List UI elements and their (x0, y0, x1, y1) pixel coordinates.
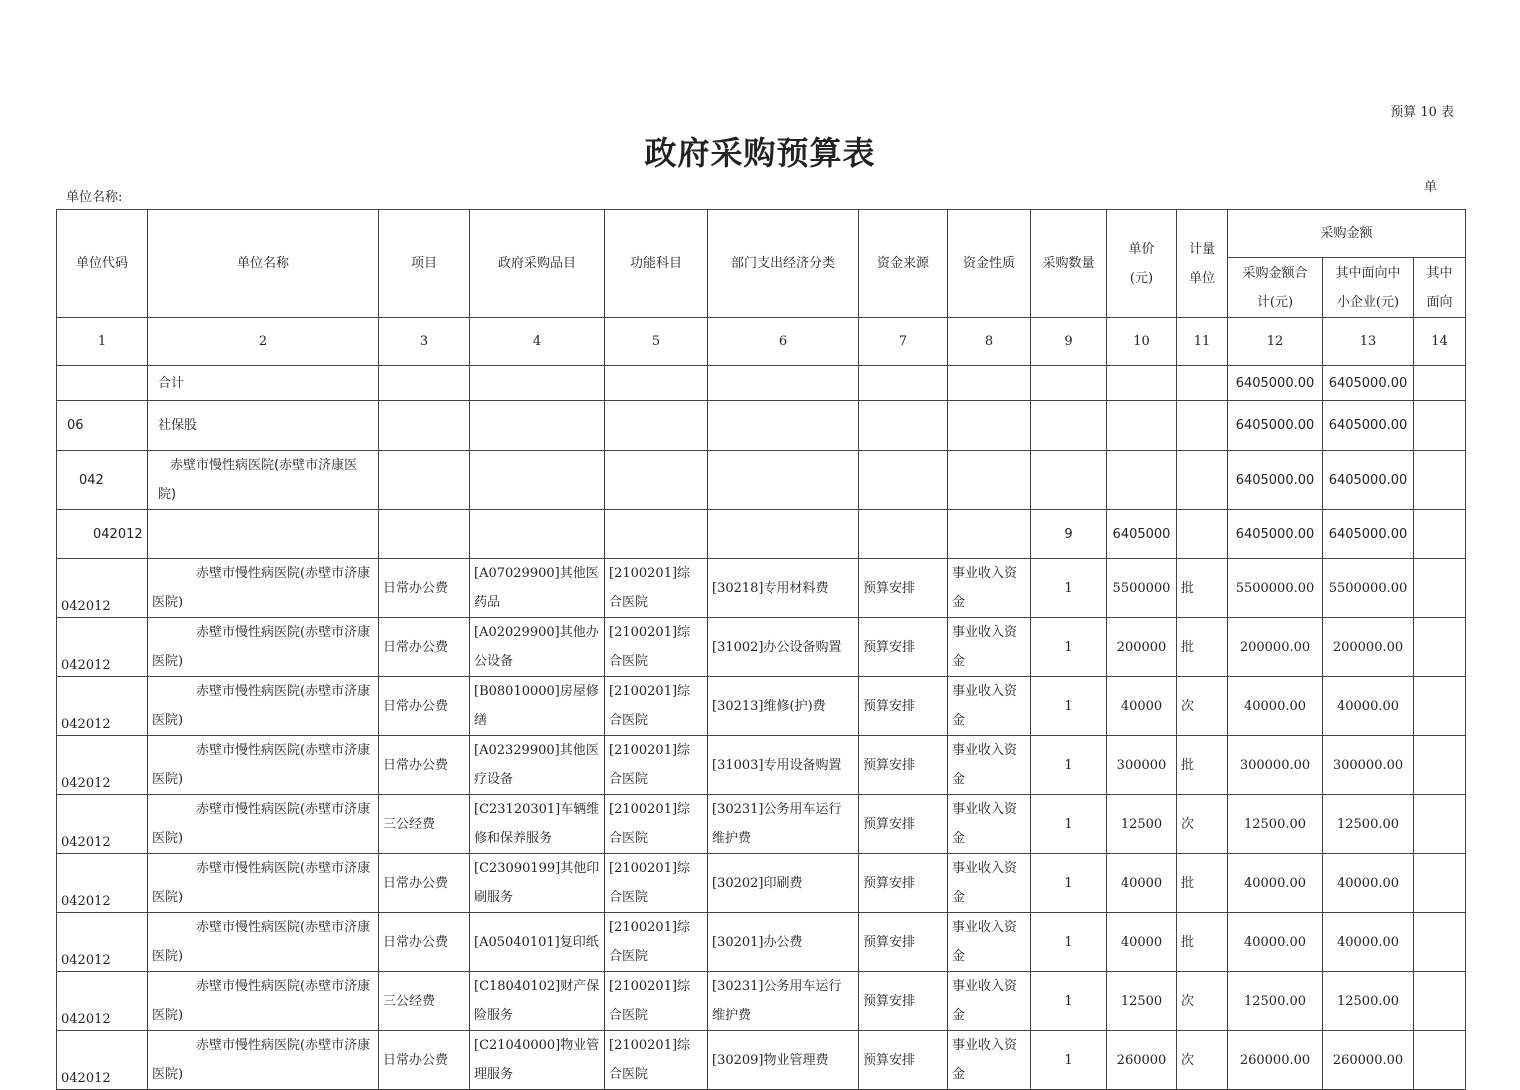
row-unit-name: 赤壁市慢性病医院(赤壁市济康医院) (152, 684, 371, 728)
summary-row-unit (57, 451, 1466, 510)
row-measure-unit: 次 (1177, 677, 1228, 736)
table-row (57, 618, 1466, 677)
header-amount-sme-l2: 小企业(元) (1336, 294, 1400, 310)
col-num: 4 (470, 318, 605, 366)
summary-name: 社保股 (148, 401, 379, 451)
row-economic-class: [30231]公务用车运行维护费 (712, 802, 842, 846)
row-amount-total: 40000.00 (1228, 677, 1323, 736)
row-measure-unit: 批 (1177, 913, 1228, 972)
row-amount-other (1414, 1031, 1466, 1090)
row-fund-source: 预算安排 (859, 618, 948, 677)
row-fund-source: 预算安排 (859, 913, 948, 972)
header-amount-other-l2: 面向 (1426, 294, 1453, 310)
row-unit-price: 5500000 (1107, 559, 1177, 618)
row-fund-source: 预算安排 (859, 559, 948, 618)
row-unit-price: 40000 (1107, 913, 1177, 972)
row-amount-total: 12500.00 (1228, 972, 1323, 1031)
header-unit-price-l2: (元) (1129, 270, 1154, 286)
row-amount-other (1414, 795, 1466, 854)
row-project: 日常办公费 (379, 618, 470, 677)
header-measure-unit-l2: 单位 (1188, 270, 1215, 286)
summary-row-dept (57, 401, 1466, 451)
header-amount-total-l2: 计(元) (1256, 294, 1294, 310)
summary-amount-total: 6405000.00 (1228, 366, 1323, 401)
col-num: 7 (859, 318, 948, 366)
row-measure-unit: 批 (1177, 618, 1228, 677)
table-row (57, 972, 1466, 1031)
row-fund-nature: 事业收入资金 (952, 743, 1018, 787)
row-project: 日常办公费 (379, 559, 470, 618)
row-unit-name: 赤壁市慢性病医院(赤壁市济康医院) (152, 743, 371, 787)
data-rows (57, 559, 1466, 1090)
row-fund-source: 预算安排 (859, 736, 948, 795)
row-amount-total: 12500.00 (1228, 795, 1323, 854)
row-unit-code: 042012 (61, 835, 111, 850)
summary-qty: 9 (1031, 510, 1107, 559)
row-project: 日常办公费 (379, 913, 470, 972)
summary-amount-total: 6405000.00 (1228, 510, 1323, 559)
row-unit-price: 300000 (1107, 736, 1177, 795)
row-amount-total: 40000.00 (1228, 913, 1323, 972)
row-quantity: 1 (1031, 1031, 1107, 1090)
summary-amount-sme: 6405000.00 (1323, 366, 1414, 401)
row-function-subject: [2100201]综合医院 (609, 802, 691, 846)
summary-price (1107, 366, 1177, 401)
row-amount-other (1414, 736, 1466, 795)
row-function-subject: [2100201]综合医院 (609, 566, 691, 610)
table-row (57, 1031, 1466, 1090)
header-economic-class: 部门支出经济分类 (708, 210, 859, 318)
row-procurement-item: [B08010000]房屋修缮 (474, 684, 599, 728)
row-amount-total: 200000.00 (1228, 618, 1323, 677)
row-unit-code: 042012 (61, 717, 111, 732)
row-unit-price: 12500 (1107, 972, 1177, 1031)
row-economic-class: [31003]专用设备购置 (712, 757, 842, 773)
row-project: 日常办公费 (379, 736, 470, 795)
col-num: 13 (1323, 318, 1414, 366)
row-function-subject: [2100201]综合医院 (609, 1038, 691, 1082)
row-amount-sme: 12500.00 (1323, 795, 1414, 854)
header-amount-sme-l1: 其中面向中 (1335, 265, 1401, 281)
row-amount-other (1414, 559, 1466, 618)
header-amount-other-l1: 其中 (1426, 265, 1453, 281)
summary-qty (1031, 366, 1107, 401)
row-economic-class: [30218]专用材料费 (712, 580, 829, 596)
row-unit-name: 赤壁市慢性病医院(赤壁市济康医院) (152, 566, 371, 610)
col-num: 11 (1177, 318, 1228, 366)
row-economic-class: [30201]办公费 (712, 934, 803, 950)
row-function-subject: [2100201]综合医院 (609, 920, 691, 964)
row-amount-other (1414, 972, 1466, 1031)
table-row (57, 559, 1466, 618)
row-quantity: 1 (1031, 677, 1107, 736)
row-economic-class: [30202]印刷费 (712, 875, 803, 891)
header-function-subject: 功能科目 (605, 210, 708, 318)
row-procurement-item: [C23120301]车辆维修和保养服务 (474, 802, 600, 846)
unit-label-right: 单 (1424, 180, 1438, 195)
summary-amount-sme: 6405000.00 (1323, 510, 1414, 559)
row-unit-name: 赤壁市慢性病医院(赤壁市济康医院) (152, 802, 371, 846)
header-measure-unit-l1: 计量 (1188, 241, 1215, 257)
row-fund-source: 预算安排 (859, 1031, 948, 1090)
row-unit-price: 200000 (1107, 618, 1177, 677)
row-project: 三公经费 (379, 795, 470, 854)
summary-amount-sme: 6405000.00 (1323, 451, 1414, 510)
table-row (57, 677, 1466, 736)
header-amount-total (1228, 258, 1323, 318)
row-amount-sme: 40000.00 (1323, 677, 1414, 736)
summary-price (1107, 451, 1177, 510)
row-project: 日常办公费 (379, 1031, 470, 1090)
summary-price (1107, 401, 1177, 451)
row-function-subject: [2100201]综合医院 (609, 743, 691, 787)
row-quantity: 1 (1031, 618, 1107, 677)
row-amount-total: 260000.00 (1228, 1031, 1323, 1090)
row-amount-sme: 300000.00 (1323, 736, 1414, 795)
row-measure-unit: 次 (1177, 1031, 1228, 1090)
header-procurement-item: 政府采购品目 (470, 210, 605, 318)
row-quantity: 1 (1031, 795, 1107, 854)
budget-table (56, 209, 1466, 1090)
header-amount-group: 采购金额 (1228, 210, 1466, 258)
row-amount-total: 40000.00 (1228, 854, 1323, 913)
row-amount-total: 300000.00 (1228, 736, 1323, 795)
row-fund-source: 预算安排 (859, 854, 948, 913)
row-function-subject: [2100201]综合医院 (609, 625, 691, 669)
row-quantity: 1 (1031, 913, 1107, 972)
col-num: 10 (1107, 318, 1177, 366)
row-unit-code: 042012 (61, 1012, 111, 1027)
row-quantity: 1 (1031, 736, 1107, 795)
row-economic-class: [30231]公务用车运行维护费 (712, 979, 842, 1023)
form-number: 预算 10 表 (1390, 105, 1454, 120)
row-amount-sme: 200000.00 (1323, 618, 1414, 677)
row-quantity: 1 (1031, 854, 1107, 913)
row-fund-source: 预算安排 (859, 677, 948, 736)
row-procurement-item: [C23090199]其他印刷服务 (474, 861, 600, 905)
row-amount-sme: 5500000.00 (1323, 559, 1414, 618)
row-amount-sme: 40000.00 (1323, 854, 1414, 913)
col-num: 8 (948, 318, 1031, 366)
row-amount-total: 5500000.00 (1228, 559, 1323, 618)
row-fund-nature: 事业收入资金 (952, 684, 1018, 728)
col-num: 5 (605, 318, 708, 366)
header-unit-price-l1: 单价 (1128, 241, 1155, 257)
row-unit-code: 042012 (61, 894, 111, 909)
row-quantity: 1 (1031, 972, 1107, 1031)
row-fund-source: 预算安排 (859, 972, 948, 1031)
row-amount-other (1414, 677, 1466, 736)
summary-amount-total: 6405000.00 (1228, 451, 1323, 510)
row-economic-class: [30209]物业管理费 (712, 1052, 829, 1068)
column-number-row (57, 318, 1466, 366)
header-amount-sme (1323, 258, 1414, 318)
row-amount-other (1414, 913, 1466, 972)
row-fund-nature: 事业收入资金 (952, 920, 1018, 964)
row-procurement-item: [C18040102]财产保险服务 (474, 979, 600, 1023)
summary-code: 042 (57, 451, 148, 510)
row-amount-other (1414, 854, 1466, 913)
row-unit-price: 40000 (1107, 677, 1177, 736)
row-function-subject: [2100201]综合医院 (609, 979, 691, 1023)
row-fund-nature: 事业收入资金 (952, 802, 1018, 846)
summary-qty (1031, 401, 1107, 451)
row-function-subject: [2100201]综合医院 (609, 684, 691, 728)
summary-row-total (57, 366, 1466, 401)
row-unit-code: 042012 (61, 599, 111, 614)
row-project: 三公经费 (379, 972, 470, 1031)
row-fund-nature: 事业收入资金 (952, 566, 1018, 610)
row-fund-nature: 事业收入资金 (952, 979, 1018, 1023)
row-procurement-item: [A02029900]其他办公设备 (474, 625, 599, 669)
row-unit-code: 042012 (61, 953, 111, 968)
row-project: 日常办公费 (379, 854, 470, 913)
table-row (57, 736, 1466, 795)
header-fund-source: 资金来源 (859, 210, 948, 318)
row-unit-price: 40000 (1107, 854, 1177, 913)
row-measure-unit: 次 (1177, 972, 1228, 1031)
row-unit-price: 260000 (1107, 1031, 1177, 1090)
summary-qty (1031, 451, 1107, 510)
row-project: 日常办公费 (379, 677, 470, 736)
col-num: 6 (708, 318, 859, 366)
unit-name-label: 单位名称: (66, 190, 123, 205)
row-unit-name: 赤壁市慢性病医院(赤壁市济康医院) (152, 979, 371, 1023)
summary-amount-total: 6405000.00 (1228, 401, 1323, 451)
summary-price: 6405000 (1107, 510, 1177, 559)
col-num: 3 (379, 318, 470, 366)
summary-code: 042012 (57, 510, 148, 559)
row-unit-name: 赤壁市慢性病医院(赤壁市济康医院) (152, 625, 371, 669)
header-amount-total-l1: 采购金额合 (1242, 265, 1308, 281)
row-function-subject: [2100201]综合医院 (609, 861, 691, 905)
row-procurement-item: [A02329900]其他医疗设备 (474, 743, 599, 787)
col-num: 2 (148, 318, 379, 366)
header-amount-other (1414, 258, 1466, 318)
summary-code (57, 366, 148, 401)
row-measure-unit: 批 (1177, 854, 1228, 913)
header-project: 项目 (379, 210, 470, 318)
row-economic-class: [31002]办公设备购置 (712, 639, 842, 655)
summary-name: 合计 (148, 366, 379, 401)
summary-name: 赤壁市慢性病医院(赤壁市济康医院) (158, 458, 358, 502)
row-unit-code: 042012 (61, 1071, 111, 1086)
document-title: 政府采购预算表 (644, 134, 876, 172)
row-amount-other (1414, 618, 1466, 677)
row-unit-price: 12500 (1107, 795, 1177, 854)
header-unit-name: 单位名称 (148, 210, 379, 318)
header-measure-unit (1177, 210, 1228, 318)
table-row (57, 795, 1466, 854)
col-num: 14 (1414, 318, 1466, 366)
row-unit-name: 赤壁市慢性病医院(赤壁市济康医院) (152, 1038, 371, 1082)
summary-row-subunit (57, 510, 1466, 559)
row-measure-unit: 批 (1177, 559, 1228, 618)
row-fund-source: 预算安排 (859, 795, 948, 854)
row-measure-unit: 次 (1177, 795, 1228, 854)
col-num: 12 (1228, 318, 1323, 366)
table-row (57, 913, 1466, 972)
row-amount-sme: 40000.00 (1323, 913, 1414, 972)
row-fund-nature: 事业收入资金 (952, 861, 1018, 905)
row-procurement-item: [C21040000]物业管理服务 (474, 1038, 600, 1082)
row-quantity: 1 (1031, 559, 1107, 618)
row-unit-name: 赤壁市慢性病医院(赤壁市济康医院) (152, 861, 371, 905)
row-amount-sme: 260000.00 (1323, 1031, 1414, 1090)
row-fund-nature: 事业收入资金 (952, 625, 1018, 669)
row-unit-name: 赤壁市慢性病医院(赤壁市济康医院) (152, 920, 371, 964)
header-unit-price (1107, 210, 1177, 318)
row-fund-nature: 事业收入资金 (952, 1038, 1018, 1082)
summary-name (148, 510, 379, 559)
col-num: 1 (57, 318, 148, 366)
row-economic-class: [30213]维修(护)费 (712, 698, 826, 714)
table-row (57, 854, 1466, 913)
header-unit-code: 单位代码 (57, 210, 148, 318)
row-measure-unit: 批 (1177, 736, 1228, 795)
row-procurement-item: [A07029900]其他医药品 (474, 566, 599, 610)
row-unit-code: 042012 (61, 658, 111, 673)
row-unit-code: 042012 (61, 776, 111, 791)
col-num: 9 (1031, 318, 1107, 366)
summary-amount-sme: 6405000.00 (1323, 401, 1414, 451)
summary-code: 06 (57, 401, 148, 451)
header-fund-nature: 资金性质 (948, 210, 1031, 318)
header-quantity: 采购数量 (1031, 210, 1107, 318)
row-amount-sme: 12500.00 (1323, 972, 1414, 1031)
row-procurement-item: [A05040101]复印纸 (474, 934, 599, 950)
